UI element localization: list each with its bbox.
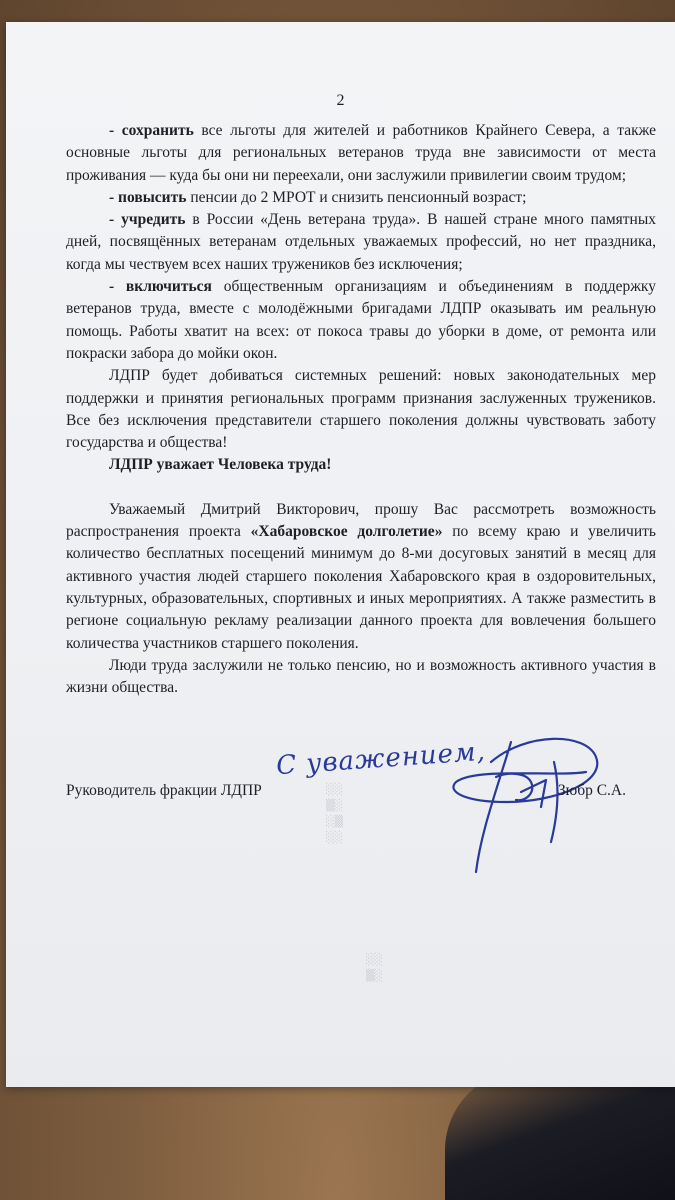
appeal-paragraph: Уважаемый Дмитрий Викторович, прошу Вас рассмотреть возможность распространения проекта «Хабаровское долголетие» по всему краю и увеличить количество бесплатных посещений минимум до 8-ми досуговых занятий в месяц для активного участия людей старшего поколения Хабаровского края в оздоровительных, культурных, образовательных, спортивных и иных мероприятиях. А также разместить в регионе социальную рекламу реализации данного проекта для вовлечения большего количества участников старшего поколения.: [66, 500, 656, 652]
signatory-title: Руководитель фракции ЛДПР: [66, 782, 262, 799]
signature-row: [66, 782, 656, 806]
closing-paragraph: Люди труда заслужили не только пенсию, но и возможность активного участия в жизни общества.: [66, 656, 656, 697]
paragraph-2: - повысить пенсии до 2 МРОТ и снизить пенсионный возраст;: [109, 188, 527, 206]
dark-object: [445, 1070, 675, 1200]
paragraph-4: - включиться общественным организациям и объединениям в поддержку ветеранов труда, вместе с молодёжными бригадами ЛДПР оказывать им реальную помощь. Работы хватит на всех: от покоса травы до уборки в доме, от ремонта или покраски забора до мойки окон.: [66, 278, 656, 362]
bleed-through-mark: ░░ ▒░ ░▒ ░░: [326, 783, 343, 844]
signatory-name: Зюбр С.А.: [557, 782, 626, 799]
handwritten-regards: С уважением,: [275, 736, 487, 782]
slogan: ЛДПР уважает Человека труда!: [109, 456, 332, 474]
paragraph-5: ЛДПР будет добиваться системных решений: новых законодательных мер поддержки и принятия региональных программ признания заслуженных тружеников. Все без исключения представители старшего поколения должны чувствовать заботу государства и общества!: [66, 367, 656, 452]
paragraph-1: - сохранить все льготы для жителей и работников Крайнего Севера, а также основные льготы для региональных ветеранов труда вне зависимости от места проживания — куда бы они ни переехали, они заслужили привилегии своим трудом;: [66, 122, 656, 184]
document-body: [66, 120, 656, 699]
bleed-through-mark: ░░ ▒░: [366, 953, 383, 982]
paragraph-3: - учредить в России «День ветерана труда». В нашей стране много памятных дней, посвящённых ветеранам отдельных уважаемых профессий, но нет праздника, когда мы чествуем всех наших тружеников без исключения;: [66, 211, 656, 273]
document-page: [6, 22, 675, 1087]
page-number: 2: [336, 92, 345, 109]
